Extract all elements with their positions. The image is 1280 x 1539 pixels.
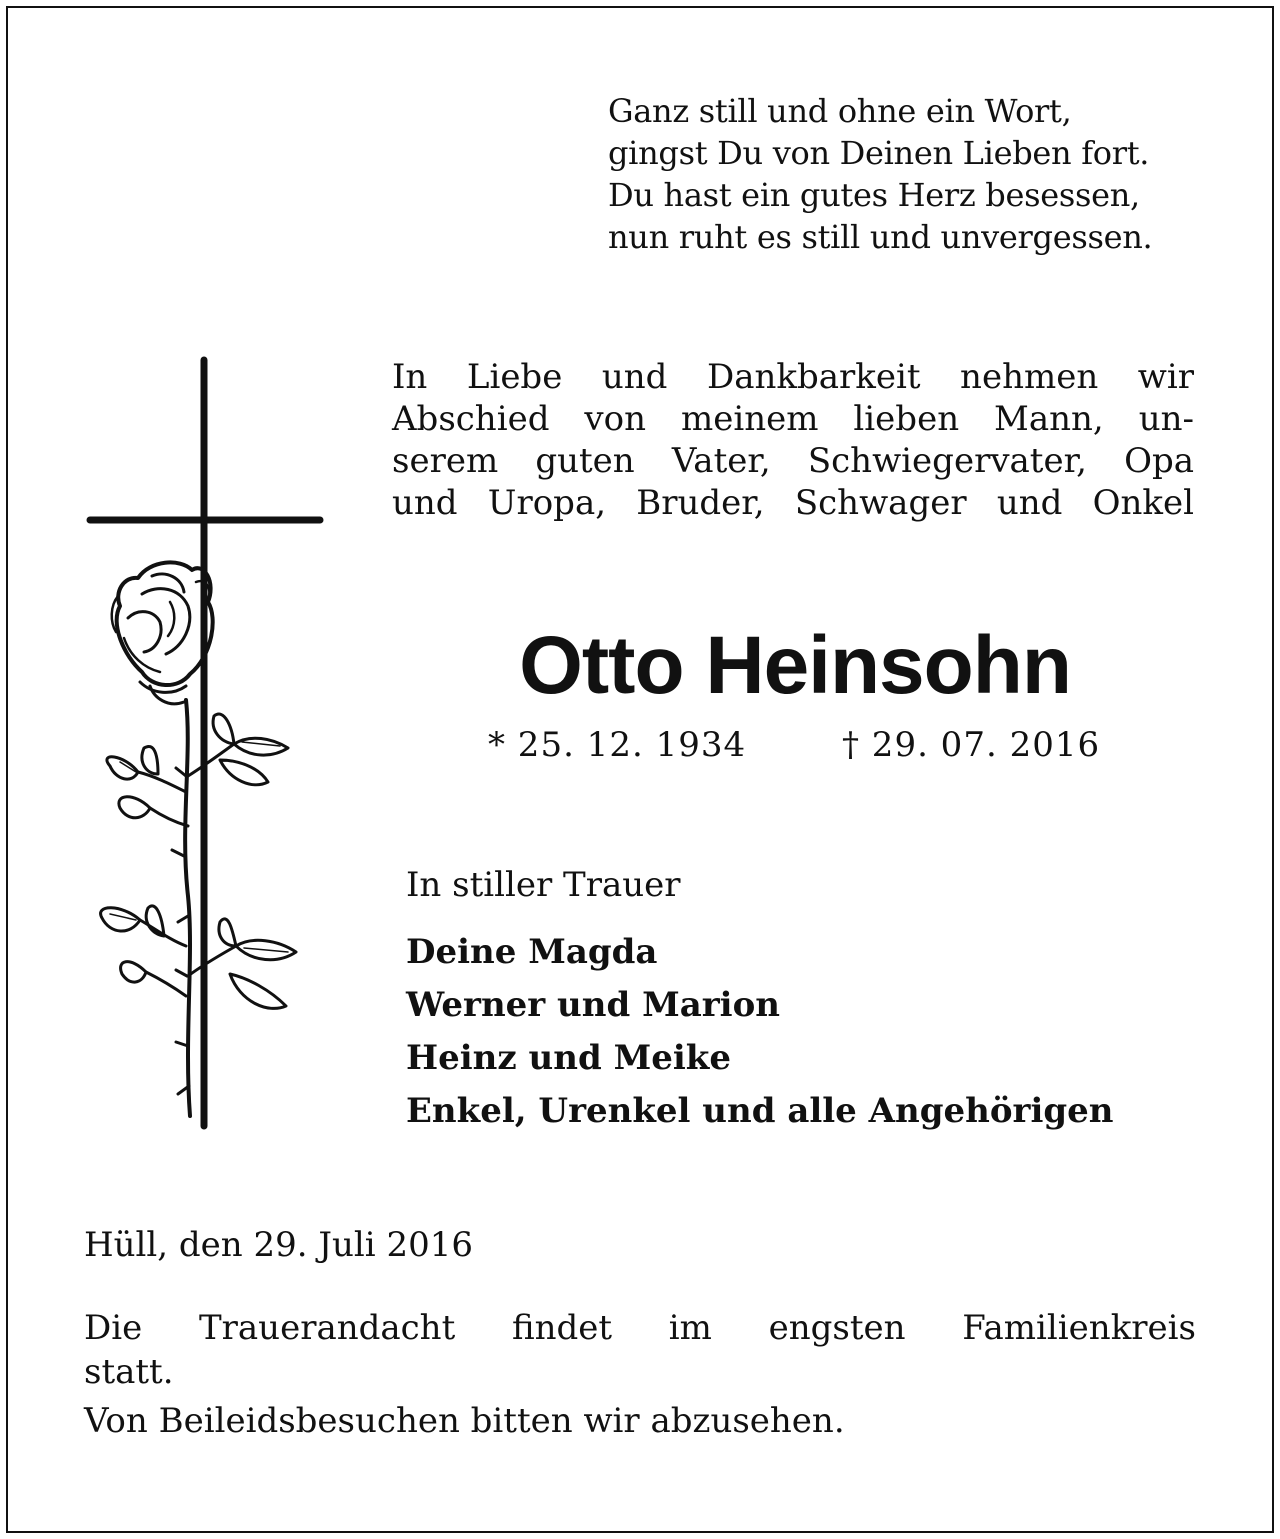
birth-date: * 25. 12. 1934 — [488, 725, 747, 765]
intro-line: serem guten Vater, Schwiegervater, Opa — [392, 441, 1194, 481]
mourners-list — [406, 926, 1206, 1138]
intro-line: Abschied von meinem lieben Mann, un- — [392, 399, 1194, 439]
mourner-name: Enkel, Urenkel und alle Angehörigen — [406, 1091, 1114, 1131]
mourner-name: Werner und Marion — [406, 985, 780, 1025]
intro-line: und Uropa, Bruder, Schwager und Onkel — [392, 483, 1194, 523]
intro-line: In Liebe und Dankbarkeit nehmen wir — [392, 357, 1194, 397]
poem-line: nun ruht es still und unvergessen. — [608, 218, 1153, 256]
memorial-poem — [608, 90, 1248, 258]
poem-line: gingst Du von Deinen Lieben fort. — [608, 134, 1150, 172]
deceased-name: Otto Heinsohn — [519, 620, 1071, 711]
service-notice-line: Die Trauerandacht findet im engsten Familienkreis — [84, 1308, 1196, 1348]
condolence-notice: Von Beileidsbesuchen bitten wir abzusehen. — [84, 1401, 845, 1441]
farewell-text — [392, 356, 1194, 524]
cross-with-rose-icon — [80, 356, 330, 1131]
mourning-intro: In stiller Trauer — [406, 865, 681, 905]
service-notice-line: statt. — [84, 1352, 174, 1392]
place-and-date: Hüll, den 29. Juli 2016 — [84, 1225, 473, 1265]
service-notice — [84, 1306, 1196, 1394]
poem-line: Du hast ein gutes Herz besessen, — [608, 176, 1140, 214]
mourner-name: Heinz und Meike — [406, 1038, 731, 1078]
mourner-name: Deine Magda — [406, 932, 658, 972]
death-date: † 29. 07. 2016 — [842, 725, 1101, 765]
poem-line: Ganz still und ohne ein Wort, — [608, 92, 1072, 130]
